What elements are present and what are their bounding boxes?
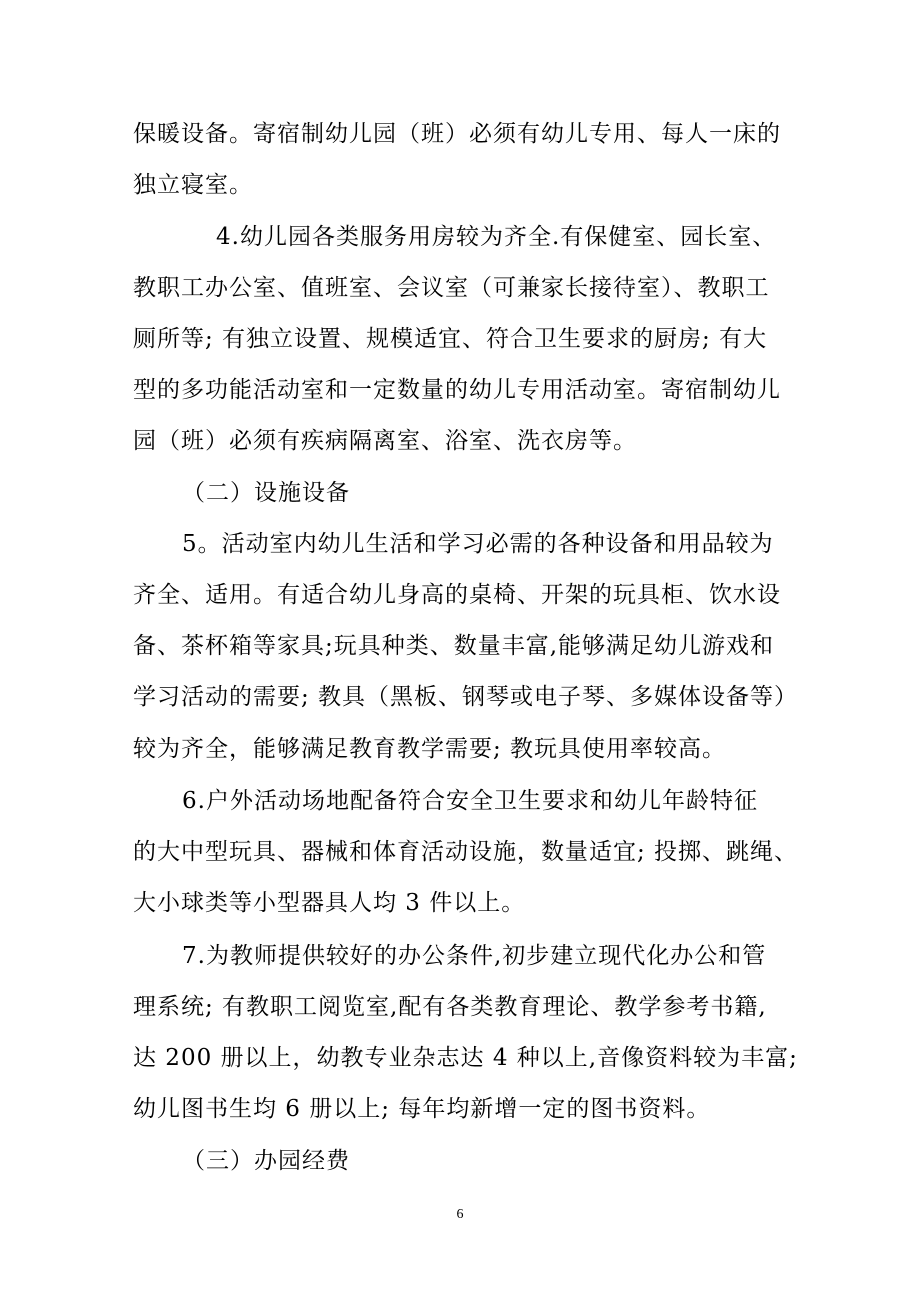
body-text-line: 园（班）必须有疾病隔离室、浴室、洗衣房等。 [133,428,637,454]
section-heading: （三）办园经费 [182,1148,350,1174]
body-text-line: 大小球类等小型器具人均 3 件以上。 [133,890,526,916]
body-text-line: 备、茶杯箱等家具;玩具种类、数量丰富,能够满足幼儿游戏和 [133,633,775,659]
body-text-line: 达 200 册以上，幼教专业杂志达 4 种以上,音像资料较为丰富; [133,1045,798,1071]
page-number: 6 [456,1207,464,1222]
body-text-line: 学习活动的需要; 教具（黑板、钢琴或电子琴、多媒体设备等） [133,684,799,710]
body-text-line: 幼儿图书生均 6 册以上; 每年均新增一定的图书资料。 [133,1096,711,1122]
body-text-line: 的大中型玩具、器械和体育活动设施，数量适宜; 投掷、跳绳、 [133,839,799,865]
body-text-line: 厕所等; 有独立设置、规模适宜、符合卫生要求的厨房; 有大 [133,326,768,352]
body-text-line: 教职工办公室、值班室、会议室（可兼家长接待室）、教职工 [133,275,770,301]
paragraph-start-line: 4.幼儿园各类服务用房较为齐全.有保健室、园长室、 [216,224,777,250]
paragraph-start-line: 7.为教师提供较好的办公条件,初步建立现代化办公和管 [182,943,767,969]
section-heading: （二）设施设备 [182,480,350,506]
body-text-line: 型的多功能活动室和一定数量的幼儿专用活动室。寄宿制幼儿 [133,377,781,403]
body-text-line: 保暖设备。寄宿制幼儿园（班）必须有幼儿专用、每人一床的 [133,121,781,147]
body-text-line: 较为齐全，能够满足教育教学需要; 教玩具使用率较高。 [133,736,727,762]
body-text-line: 独立寝室。 [133,172,253,198]
body-text-line: 齐全、适用。有适合幼儿身高的桌椅、开架的玩具柜、饮水设 [133,582,781,608]
paragraph-start-line: 5。活动室内幼儿生活和学习必需的各种设备和用品较为 [182,531,774,557]
paragraph-start-line: 6.户外活动场地配备符合安全卫生要求和幼儿年龄特征 [182,788,758,814]
body-text-line: 理系统; 有教职工阅览室,配有各类教育理论、教学参考书籍, [133,994,767,1020]
